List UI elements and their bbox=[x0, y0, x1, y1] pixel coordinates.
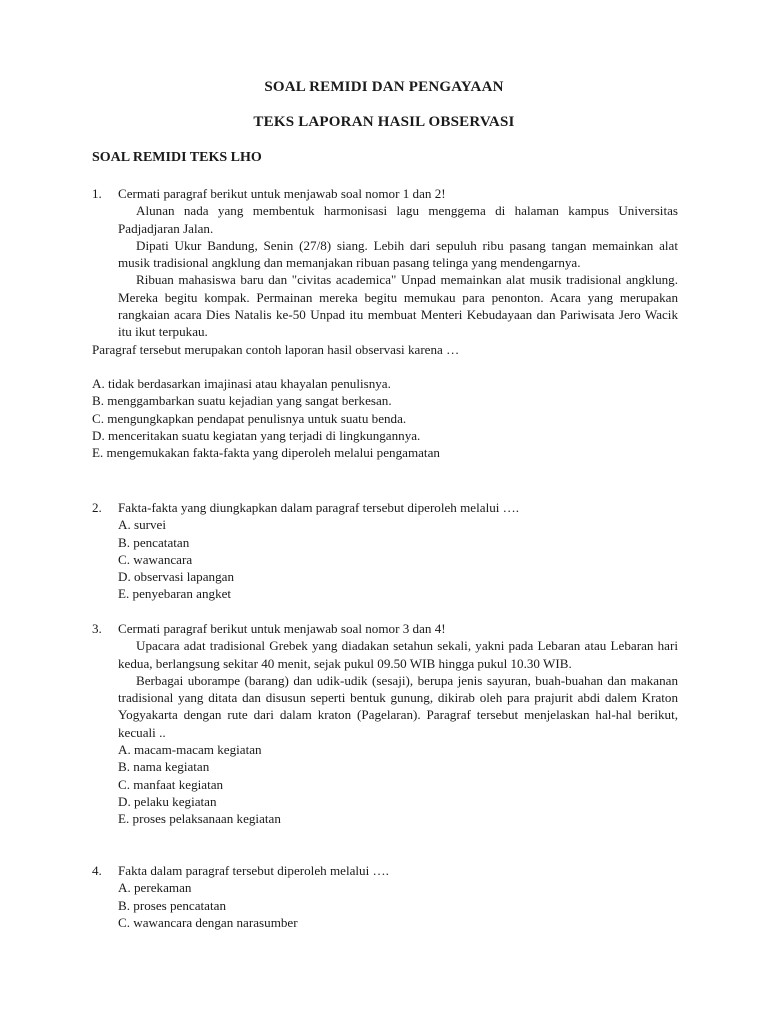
answer-option-d: D. pelaku kegiatan bbox=[118, 793, 217, 809]
answer-option-b: B. proses pencatatan bbox=[118, 897, 226, 913]
question-prompt: Cermati paragraf berikut untuk menjawab soal nomor 3 dan 4! bbox=[118, 621, 446, 636]
answer-option-b: B. nama kegiatan bbox=[118, 759, 210, 775]
answer-option-b: B. pencatatan bbox=[118, 534, 190, 550]
document-subtitle: TEKS LAPORAN HASIL OBSERVASI bbox=[253, 114, 515, 130]
answer-option-a: A. perekaman bbox=[118, 880, 192, 896]
passage-paragraph: Berbagai uborampe (barang) dan udik-udik (sesaji), berupa jenis sayuran, buah-buahan dan makanan tradisional yang ditata dan disusun seperti bentuk gunung, dikirab oleh para prajurit abdi dalem Kraton Yogyakarta dengan rute dari dalam kraton (Pagelaran). Paragraf tersebut menjelaskan hal-hal berikut, kecuali .. bbox=[118, 672, 678, 740]
question-number: 3. bbox=[92, 621, 102, 636]
answer-option-c: C. manfaat kegiatan bbox=[118, 776, 224, 792]
answer-option-c: C. mengungkapkan pendapat penulisnya untuk suatu benda. bbox=[92, 410, 407, 426]
answer-option-b: B. menggambarkan suatu kejadian yang sangat berkesan. bbox=[92, 393, 392, 409]
question-stem: Paragraf tersebut merupakan contoh laporan hasil observasi karena … bbox=[92, 341, 460, 357]
question-4 bbox=[92, 862, 678, 931]
answer-option-a: A. survei bbox=[118, 517, 167, 533]
passage-paragraph: Dipati Ukur Bandung, Senin (27/8) siang. Lebih dari sepuluh ribu pasang tangan memainkan alat musik tradisional angklung dan memanjakan ribuan pasang telinga yang mendengarnya. bbox=[118, 237, 678, 271]
question-prompt: Fakta dalam paragraf tersebut diperoleh melalui …. bbox=[118, 863, 389, 878]
answer-option-e: E. mengemukakan fakta-fakta yang diperoleh melalui pengamatan bbox=[92, 445, 440, 461]
question-2 bbox=[92, 499, 678, 603]
answer-option-e: E. proses pelaksanaan kegiatan bbox=[118, 811, 281, 827]
answer-option-a: A. macam-macam kegiatan bbox=[118, 742, 262, 758]
section-heading: SOAL REMIDI TEKS LHO bbox=[92, 150, 262, 165]
answer-option-d: D. observasi lapangan bbox=[118, 569, 234, 585]
question-number: 1. bbox=[92, 186, 102, 201]
answer-option-e: E. penyebaran angket bbox=[118, 586, 232, 602]
passage-paragraph: Ribuan mahasiswa baru dan "civitas academica" Unpad memainkan alat musik tradisional angklung. Mereka begitu kompak. Permainan mereka begitu memukau para penonton. Acara yang merupakan rangkaian acara Dies Natalis ke-50 Unpad itu membuat Menteri Kebudayaan dan Pariwisata Jero Wacik itu ikut terpukau. bbox=[118, 272, 678, 340]
passage-paragraph: Upacara adat tradisional Grebek yang diadakan setahun sekali, yakni pada Lebaran atau Lebaran hari kedua, berlangsung sekitar 40 menit, sejak pukul 09.50 WIB hingga pukul 10.30 WIB. bbox=[118, 638, 678, 671]
question-3 bbox=[92, 620, 678, 828]
document-title: SOAL REMIDI DAN PENGAYAAN bbox=[264, 79, 504, 95]
question-number: 4. bbox=[92, 863, 102, 878]
passage-paragraph: Alunan nada yang membentuk harmonisasi lagu menggema di halaman kampus Universitas Padjadjaran Jalan. bbox=[118, 203, 678, 236]
question-prompt: Fakta-fakta yang diungkapkan dalam paragraf tersebut diperoleh melalui …. bbox=[118, 500, 520, 515]
answer-option-d: D. menceritakan suatu kegiatan yang terjadi di lingkungannya. bbox=[92, 427, 421, 443]
answer-option-c: C. wawancara bbox=[118, 551, 193, 567]
answer-option-c: C. wawancara dengan narasumber bbox=[118, 914, 298, 930]
answer-option-a: A. tidak berdasarkan imajinasi atau khayalan penulisnya. bbox=[92, 375, 391, 391]
question-prompt: Cermati paragraf berikut untuk menjawab soal nomor 1 dan 2! bbox=[118, 186, 446, 201]
question-1 bbox=[92, 185, 678, 461]
question-number: 2. bbox=[92, 500, 102, 515]
